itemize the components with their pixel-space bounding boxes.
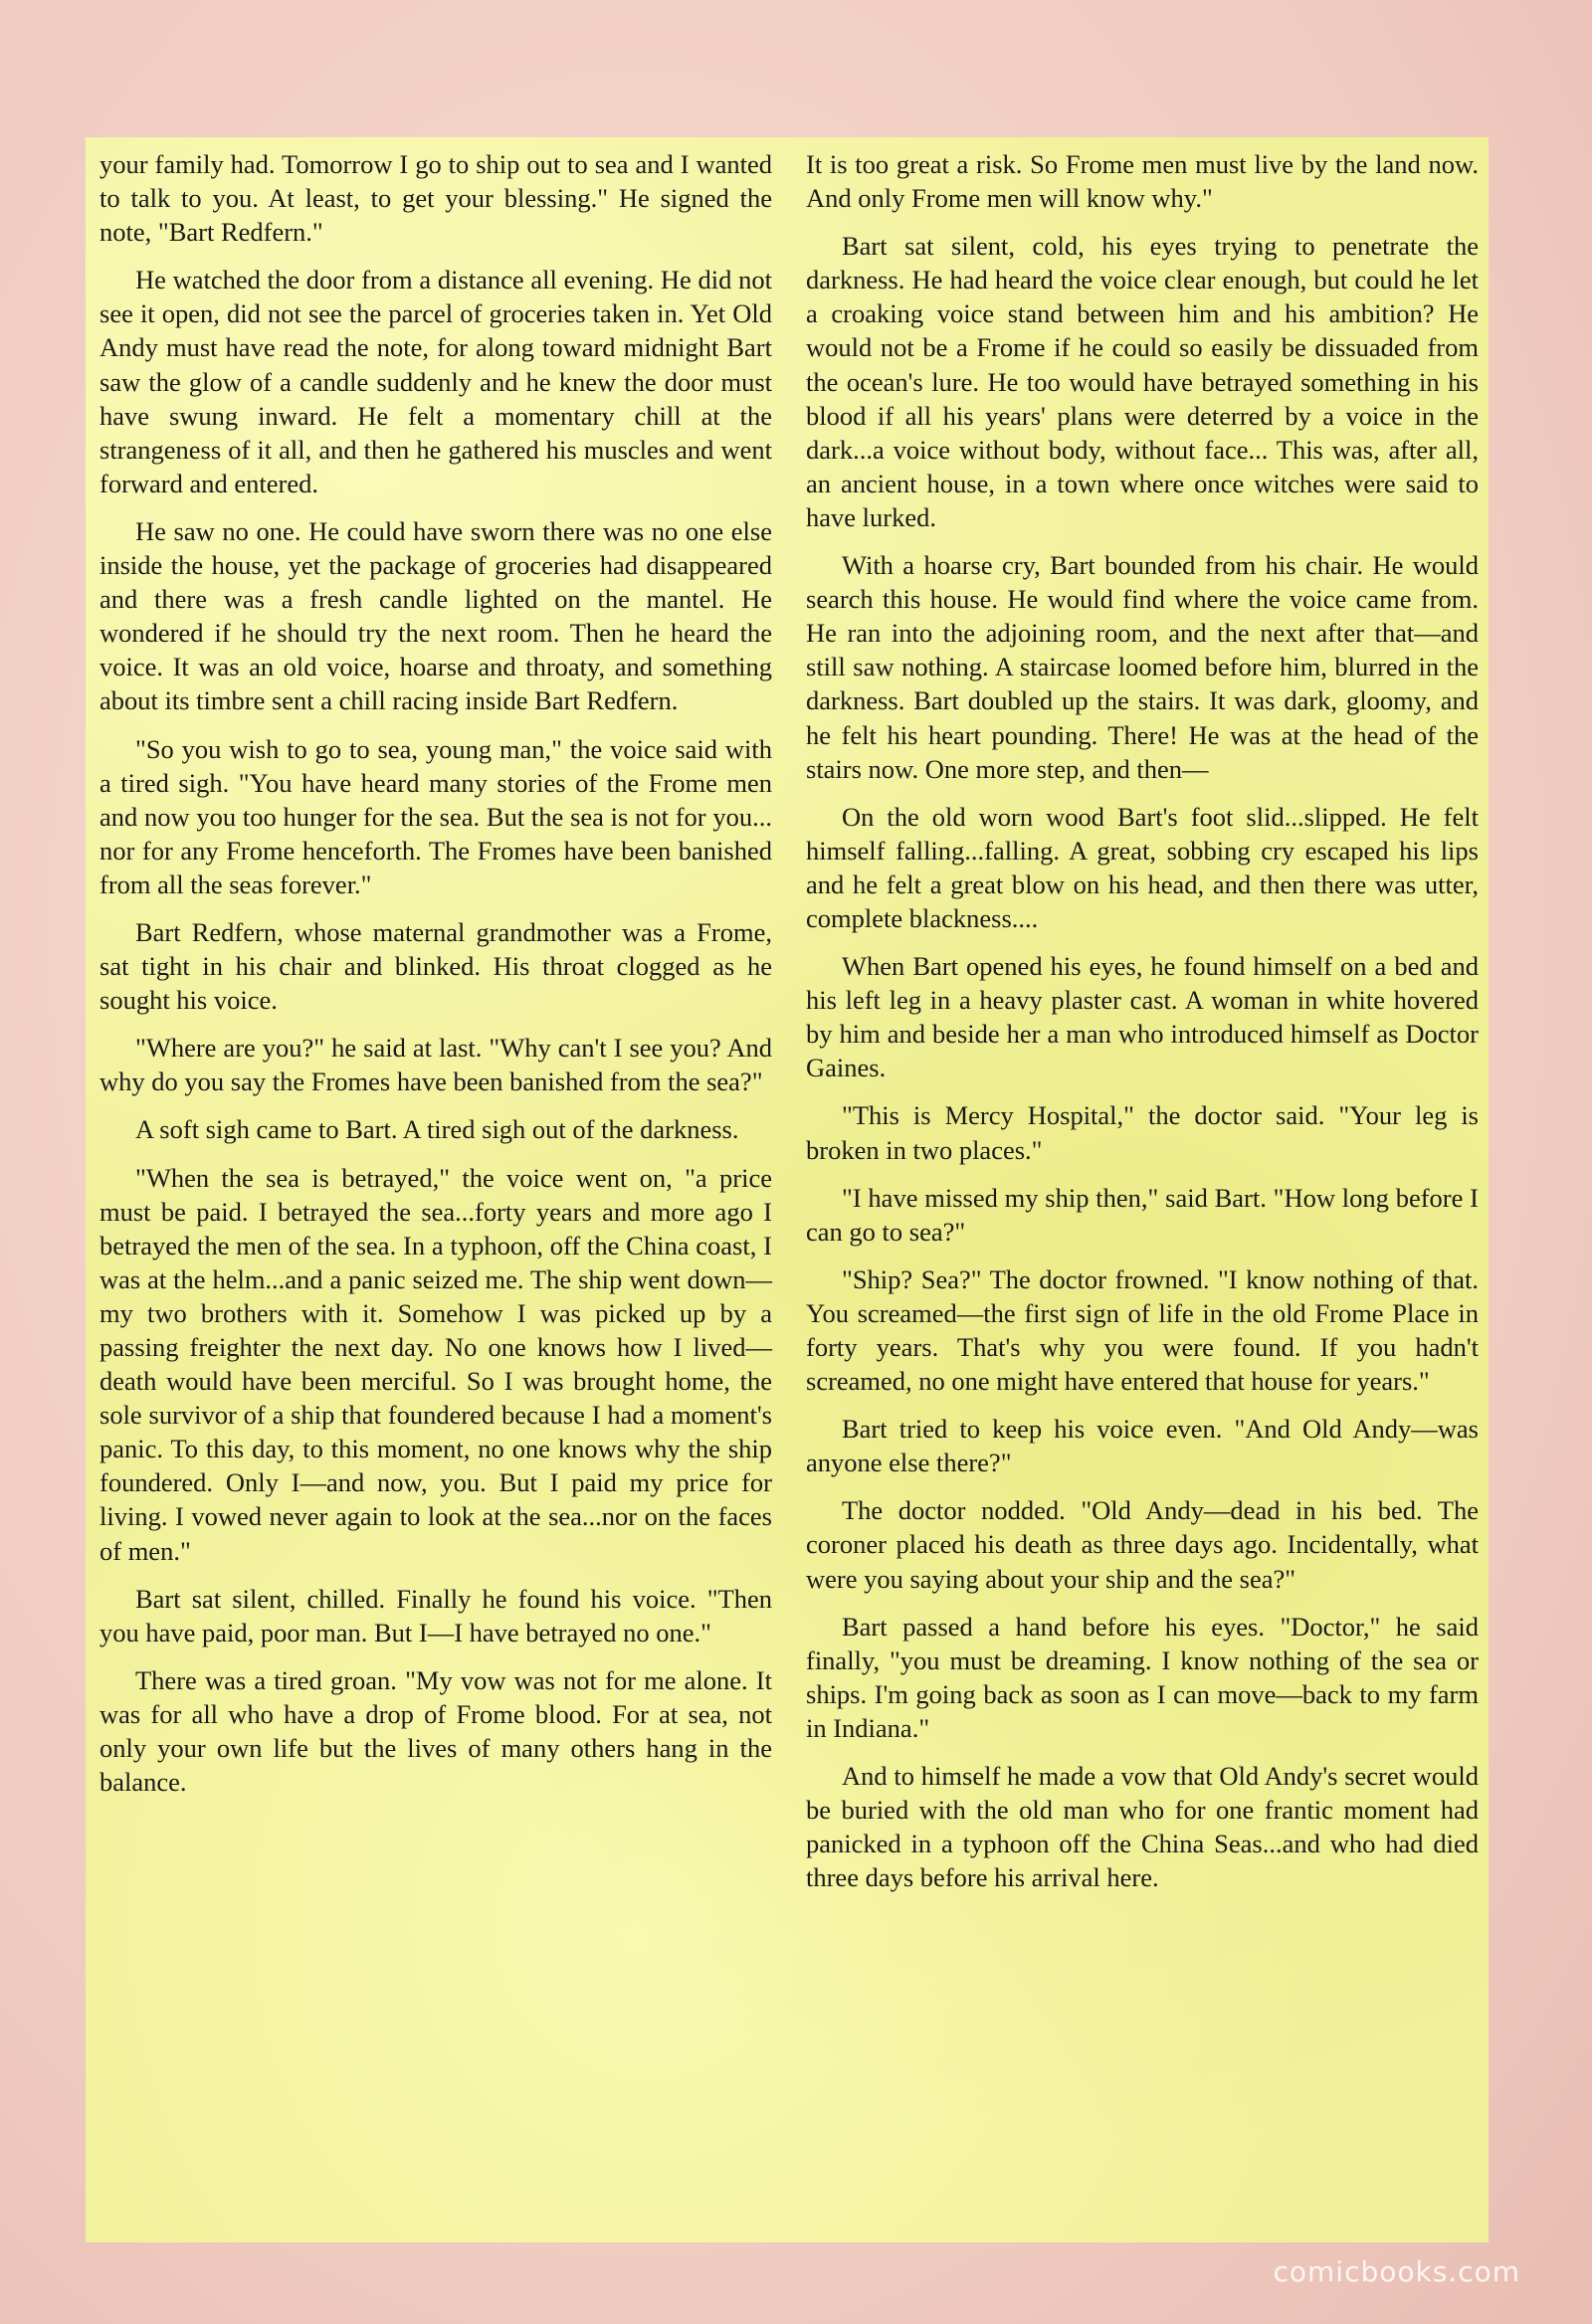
story-text-panel: [86, 137, 1489, 2242]
left-text-column: [100, 147, 772, 1813]
right-text-column: [806, 147, 1479, 1908]
site-watermark: comicbooks.com: [1273, 2255, 1520, 2288]
paragraph: "So you wish to go to sea, young man," the voice said with a tired sigh. "You have heard many stories of the Frome men and now you too hunger for the sea. But the sea is not for you... nor for any Frome henceforth. The Fromes have been banished from all the seas forever.": [100, 733, 772, 899]
paragraph: With a hoarse cry, Bart bounded from his chair. He would search this house. He would find where the voice came from. He ran into the adjoining room, and the next after that—and still saw nothing. A staircase loomed before him, blurred in the darkness. Bart doubled up the stairs. It was dark, gloomy, and he felt his heart pounding. There! He was at the head of the stairs now. One more step, and then—: [806, 550, 1479, 784]
paragraph: "Ship? Sea?" The doctor frowned. "I know nothing of that. You screamed—the first sign of life in the old Frome Place in forty years. That's why you were found. If you hadn't screamed, no one might have entered that house for years.": [806, 1263, 1479, 1397]
paragraph: "When the sea is betrayed," the voice went on, "a price must be paid. I betrayed the sea...forty years and more ago I betrayed the men of the sea. In a typhoon, off the China coast, I was at the helm...and a panic seized me. The ship went down—my two brothers with it. Somehow I was picked up by a passing freighter the next day. No one knows how I lived—death would have been merciful. So I was brought home, the sole survivor of a ship that foundered because I had a moment's panic. To this day, to this moment, no one knows why the ship foundered. Only I—and now, you. But I paid my price for living. I vowed never again to look at the sea...nor on the faces of men.": [100, 1162, 772, 1566]
paragraph: "I have missed my ship then," said Bart. "How long before I can go to sea?": [806, 1182, 1479, 1247]
paragraph: And to himself he made a vow that Old Andy's secret would be buried with the old man who for one frantic moment had panicked in a typhoon off the China Seas...and who had died three days before his arrival here.: [806, 1761, 1479, 1893]
paragraph: On the old worn wood Bart's foot slid...slipped. He felt himself falling...falling. A great, sobbing cry escaped his lips and he felt a great blow on his head, and then there was utter, complete blackness....: [806, 801, 1479, 933]
paragraph: There was a tired groan. "My vow was not for me alone. It was for all who have a drop of Frome blood. For at sea, not only your own life but the lives of many others hang in the balance.: [100, 1664, 772, 1798]
paragraph: A soft sigh came to Bart. A tired sigh out of the darkness.: [135, 1114, 739, 1145]
paragraph: When Bart opened his eyes, he found himself on a bed and his left leg in a heavy plaster cast. A woman in white hovered by him and beside her a man who introduced himself as Doctor Gaines.: [806, 951, 1479, 1083]
paragraph: Bart sat silent, cold, his eyes trying to penetrate the darkness. He had heard the voice clear enough, but could he let a croaking voice stand between him and his ambition? He would not be a Frome if he could so easily be dissuaded from the ocean's lure. He too would have betrayed something in his blood if all his years' plans were deterred by a voice in the dark...a voice without body, without face... This was, after all, an ancient house, in a town where once witches were said to have lurked.: [806, 231, 1479, 532]
paragraph: Bart tried to keep his voice even. "And Old Andy—was anyone else there?": [806, 1414, 1479, 1478]
paragraph: Bart passed a hand before his eyes. "Doctor," he said finally, "you must be dreaming. I know nothing of the sea or ships. I'm going back as soon as I can move—back to my farm in Indiana.": [806, 1611, 1479, 1743]
paragraph: "Where are you?" he said at last. "Why can't I see you? And why do you say the Fromes have been banished from the sea?": [100, 1033, 772, 1097]
paragraph: He watched the door from a distance all evening. He did not see it open, did not see the parcel of groceries taken in. Yet Old Andy must have read the note, for along toward midnight Bart saw the glow of a candle suddenly and he knew the door must have swung inward. He felt a momentary chill at the strangeness of it all, and then he gathered his muscles and went forward and entered.: [100, 265, 772, 498]
paragraph: "This is Mercy Hospital," the doctor said. "Your leg is broken in two places.": [806, 1100, 1479, 1165]
paragraph: It is too great a risk. So Frome men must live by the land now. And only Frome men will know why.": [806, 149, 1479, 214]
paragraph: Bart sat silent, chilled. Finally he found his voice. "Then you have paid, poor man. But I—I have betrayed no one.": [100, 1583, 772, 1647]
paragraph: your family had. Tomorrow I go to ship out to sea and I wanted to talk to you. At least, to get your blessing." He signed the note, "Bart Redfern.": [100, 149, 772, 248]
paragraph: He saw no one. He could have sworn there was no one else inside the house, yet the package of groceries had disappeared and there was a fresh candle lighted on the mantel. He wondered if he should try the next room. Then he heard the voice. It was an old voice, hoarse and throaty, and something about its timbre sent a chill racing inside Bart Redfern.: [100, 515, 772, 716]
paragraph: Bart Redfern, whose maternal grandmother was a Frome, sat tight in his chair and blinked. His throat clogged as he sought his voice.: [100, 916, 772, 1016]
paragraph: The doctor nodded. "Old Andy—dead in his bed. The coroner placed his death as three days ago. Incidentally, what were you saying about your ship and the sea?": [806, 1495, 1479, 1594]
